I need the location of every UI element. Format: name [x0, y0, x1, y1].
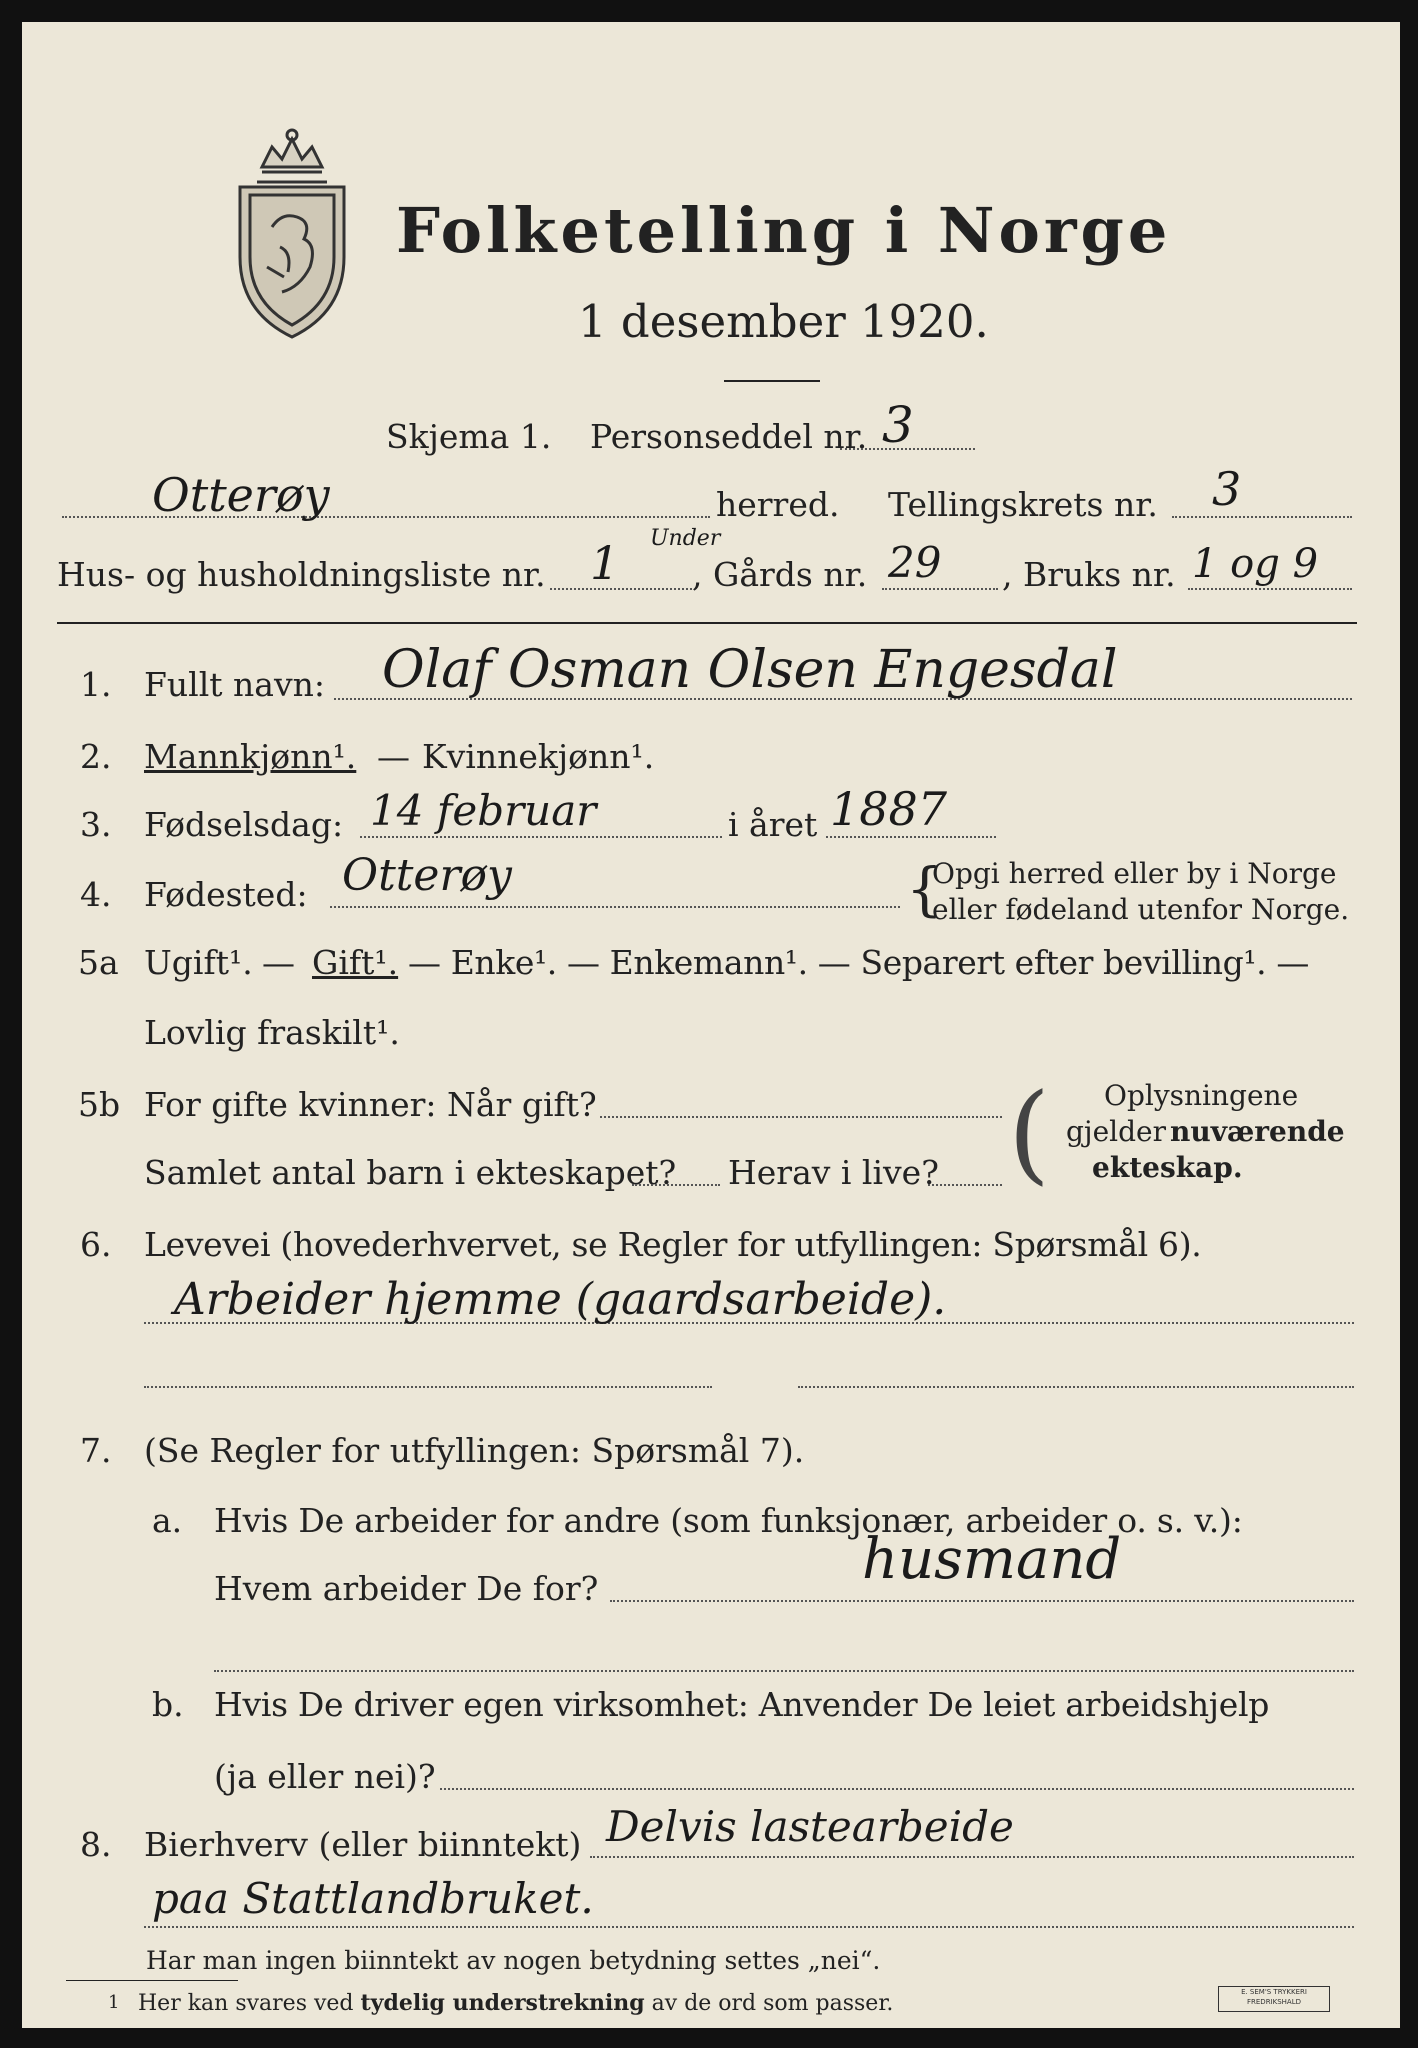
- q7b-line-2: (ja eller nei)?: [214, 1757, 436, 1796]
- gards-value: 29: [888, 538, 942, 587]
- q4-label: Fødested:: [144, 875, 308, 914]
- tellingskrets-label: Tellingskrets nr.: [888, 485, 1158, 524]
- q7-number: 7.: [80, 1431, 112, 1470]
- q5a-number: 5a: [78, 943, 119, 982]
- gards-label: , Gårds nr.: [692, 555, 868, 594]
- q5b-bracket-icon: (: [1008, 1071, 1051, 1196]
- birthday-line: [360, 836, 722, 838]
- side-income-value-2: paa Stattlandbruket.: [152, 1874, 594, 1923]
- title-divider: [724, 380, 820, 382]
- schema-label: Skjema 1.: [386, 417, 552, 456]
- q2-number: 2.: [80, 737, 112, 776]
- status-fraskilt: Lovlig fraskilt¹.: [144, 1013, 400, 1052]
- side-income-line-1: [590, 1856, 1354, 1858]
- full-name-value: Olaf Osman Olsen Engesdal: [382, 640, 1118, 700]
- hired-help-line: [440, 1788, 1354, 1790]
- occupation-value: Arbeider hjemme (gaardsarbeide).: [174, 1274, 947, 1325]
- birth-year-value: 1887: [830, 782, 948, 836]
- tellingskrets-line: [1172, 516, 1352, 518]
- bruks-value: 1 og 9: [1192, 541, 1319, 587]
- q7-label: (Se Regler for utfyllingen: Spørsmål 7).: [144, 1431, 805, 1470]
- q5b-note-2b: nuværende: [1170, 1115, 1345, 1148]
- q5b-label-3: Herav i live?: [728, 1153, 939, 1192]
- employer-line: [610, 1600, 1354, 1602]
- tellingskrets-value: 3: [1212, 462, 1242, 516]
- hus-label: Hus- og husholdningsliste nr.: [57, 555, 546, 594]
- status-rest: — Enke¹. — Enkemann¹. — Separert efter bevilling¹. —: [408, 943, 1309, 982]
- q7b-letter: b.: [152, 1685, 184, 1724]
- q3-label: Fødselsdag:: [144, 805, 344, 844]
- q5b-note-1: Oplysningene: [1104, 1079, 1299, 1112]
- personseddel-label: Personseddel nr.: [590, 417, 868, 456]
- q5b-label-2: Samlet antal barn i ekteskapet?: [144, 1153, 677, 1192]
- hus-value: 1: [590, 536, 620, 590]
- herred-label: herred.: [716, 485, 840, 524]
- q8-number: 8.: [80, 1825, 112, 1864]
- bruks-line: [1188, 588, 1352, 590]
- footnote-text-a: Her kan svares ved: [138, 1991, 361, 2016]
- q1-number: 1.: [80, 665, 112, 704]
- footnote-text-c: av de ord som passer.: [644, 1991, 894, 2016]
- married-when-line: [600, 1116, 1002, 1118]
- brace-icon: {: [906, 855, 943, 923]
- q7b-line-1: Hvis De driver egen virksomhet: Anvender De leiet arbeidshjelp: [214, 1685, 1270, 1724]
- employer-line-2: [214, 1670, 1354, 1672]
- birthday-value: 14 februar: [370, 786, 597, 835]
- q7a-letter: a.: [152, 1501, 183, 1540]
- header-divider: [57, 622, 1357, 624]
- q5b-label-1: For gifte kvinner: Når gift?: [144, 1085, 597, 1124]
- bruks-label: , Bruks nr.: [1002, 555, 1176, 594]
- herred-value: Otterøy: [152, 468, 330, 522]
- printer-name: E. SEM'S TRYKKERI: [1241, 1988, 1307, 1996]
- q7a-line-2: Hvem arbeider De for?: [214, 1569, 599, 1608]
- q7a-line-1: Hvis De arbeider for andre (som funksjonær, arbeider o. s. v.):: [214, 1501, 1243, 1540]
- children-line: [632, 1184, 720, 1186]
- printer-city: FREDRIKSHALD: [1246, 1998, 1301, 2006]
- q5b-number: 5b: [78, 1085, 121, 1124]
- birth-year-line: [826, 836, 996, 838]
- census-date: 1 desember 1920.: [578, 295, 989, 348]
- birthplace-note-1: Opgi herred eller by i Norge: [932, 857, 1337, 890]
- alive-line: [928, 1184, 1002, 1186]
- birth-year-label: i året: [728, 805, 818, 844]
- status-ugift: Ugift¹.: [144, 943, 253, 982]
- q6-label: Levevei (hovederhvervet, se Regler for utfyllingen: Spørsmål 6).: [144, 1225, 1202, 1264]
- footnote-number: 1: [108, 1992, 120, 2013]
- coat-of-arms-icon: [222, 127, 362, 342]
- q5b-note-3: ekteskap.: [1092, 1151, 1243, 1184]
- q3-number: 3.: [80, 805, 112, 844]
- occupation-line-2b: [798, 1386, 1354, 1388]
- occupation-line-2a: [144, 1386, 712, 1388]
- q1-label: Fullt navn:: [144, 665, 325, 704]
- footer-note: Har man ingen biinntekt av nogen betydning settes „nei“.: [146, 1946, 881, 1975]
- birthplace-value: Otterøy: [342, 850, 512, 901]
- hus-note: Under: [650, 526, 721, 551]
- birthplace-note-2: eller fødeland utenfor Norge.: [932, 893, 1350, 926]
- gender-female: Kvinnekjønn¹.: [422, 737, 655, 776]
- gards-line: [882, 588, 998, 590]
- status-dash: —: [262, 943, 295, 982]
- q4-number: 4.: [80, 875, 112, 914]
- gender-male: Mannkjønn¹.: [144, 737, 357, 776]
- q5b-note-2a: gjelder: [1066, 1115, 1167, 1148]
- footnote-divider: [66, 1980, 238, 1981]
- footnote-text-b: tydelig understrekning: [360, 1990, 645, 2016]
- hus-line: [550, 588, 692, 590]
- birthplace-line: [330, 906, 900, 908]
- gender-dash: —: [377, 737, 410, 776]
- side-income-line-2: [144, 1926, 1354, 1928]
- employer-value: husmand: [862, 1527, 1122, 1592]
- q6-number: 6.: [80, 1225, 112, 1264]
- census-form: [22, 22, 1400, 2028]
- side-income-value-1: Delvis lastearbeide: [606, 1802, 1014, 1851]
- footnote-text: [138, 1992, 893, 2015]
- q8-label: Bierhverv (eller biinntekt): [144, 1825, 582, 1864]
- personseddel-value: 3: [882, 396, 914, 454]
- printer-stamp: [1218, 1986, 1330, 2012]
- form-title: Folketelling i Norge: [396, 194, 1172, 267]
- status-gift: Gift¹.: [312, 943, 399, 982]
